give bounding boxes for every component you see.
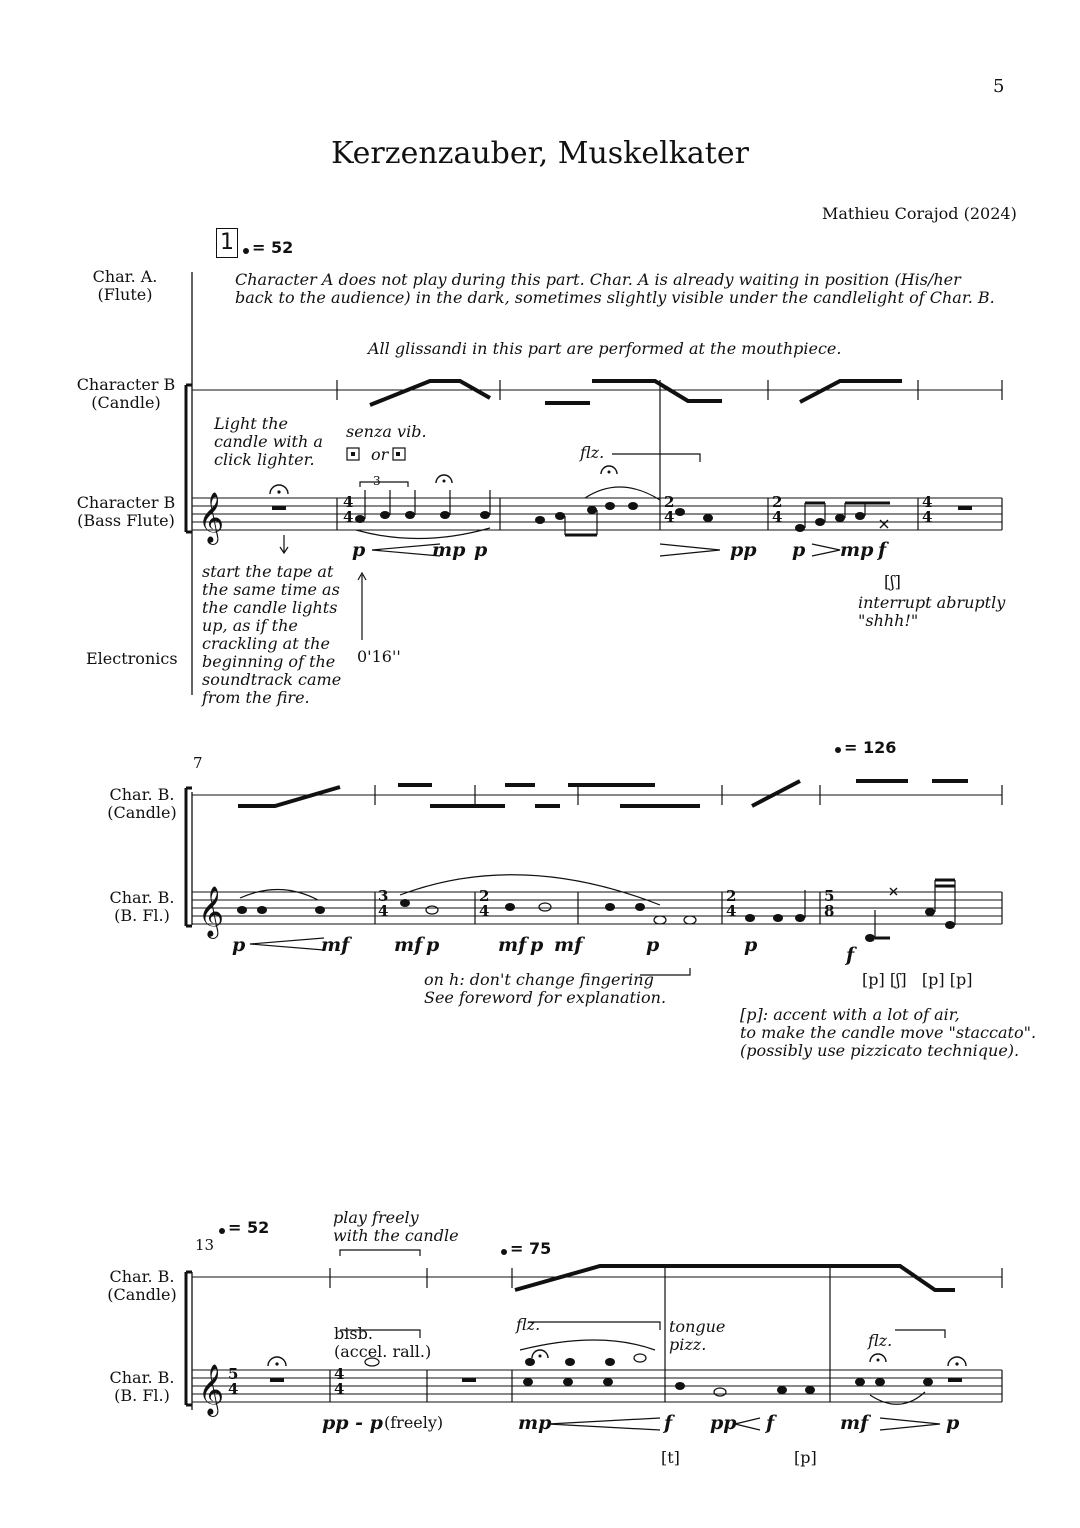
time-signature: 5 8 [824,887,835,920]
tempo-note-icon [835,747,841,753]
time-signature: 5 4 [228,1365,239,1398]
time-signature: 4 4 [334,1365,345,1398]
time-signature: 2 4 [664,493,675,526]
time-signature: 2 4 [479,887,490,920]
light-candle-note: Light the candle with a click lighter. [214,414,323,469]
dynamic: mp [432,539,466,561]
dynamic: pp - p [322,1412,383,1434]
page-number: 5 [993,76,1005,97]
bracket-sh: [ʃ] [884,572,901,591]
system1-notes-m3 [535,454,720,556]
dynamic: p [530,934,544,956]
measure-number: 7 [193,754,203,772]
flz-text: flz. [516,1315,541,1334]
dynamic: p [474,539,488,561]
label-candle: Character B (Candle) [76,375,176,412]
dynamic: pp [710,1412,737,1434]
tempo-note-icon [501,1249,507,1255]
dynamic: p [792,539,806,561]
dynamic: f [664,1412,673,1434]
flz-text: flz. [580,443,605,462]
dynamic: f [846,944,855,966]
treble-clef-2: 𝄞 [198,886,225,937]
dynamic: p [352,539,366,561]
label-candle: Char. B. (Candle) [107,785,177,822]
dynamic: mf [394,934,423,956]
measure-number: 13 [195,1236,215,1254]
time-signature: 2 4 [772,493,783,526]
dynamic: pp [730,539,757,561]
dynamic: p [946,1412,960,1434]
system2-candle-gestures [238,781,968,806]
system1-notes-m2 [347,445,490,556]
or-text: or [371,445,389,464]
system1-candle-gestures [370,381,902,405]
freely-text: (freely) [384,1413,444,1432]
dynamic: mf [321,934,350,956]
label-electronics: Electronics [86,649,178,668]
dynamic: mf [554,934,583,956]
dynamic: mp [518,1412,552,1434]
time-mark: 0'16'' [357,647,401,666]
page-title: Kerzenzauber, Muskelkater [331,136,749,171]
tempo-marking: = 52 [252,238,294,257]
time-signature: 4 4 [343,493,354,526]
label-flute: Char. A. (Flute) [92,267,158,304]
label-bassfl: Character B (Bass Flute) [76,493,176,530]
tempo-note-icon [243,248,249,254]
interrupt-note: interrupt abruptly "shhh!" [858,593,1006,630]
glissandi-note: All glissandi in this part are performed at the mouthpiece. [368,339,842,358]
time-signature: 4 4 [922,493,933,526]
dynamic: p [232,934,246,956]
label-bassfl: Char. B. (B. Fl.) [109,888,175,925]
dynamic: f [878,539,887,561]
composer: Mathieu Corajod (2024) [822,204,1017,223]
bracket-t: [t] [661,1448,680,1467]
tempo-marking: = 126 [844,738,897,757]
system2-bassfl-staff [192,892,1002,924]
tape-note: start the tape at the same time as the candle lights up, as if the crackling at the beginning of the soundtrack came from the fire. [202,562,342,707]
dynamic: p [646,934,660,956]
bracket-p: [p] [794,1448,817,1467]
flz-text: flz. [868,1331,893,1350]
dynamic: p [744,934,758,956]
system3-bassfl-staff [192,1370,1002,1402]
bracket-accents: [p] [ʃ] [p] [p] [862,970,973,989]
dynamic: p [426,934,440,956]
dynamic: mf [840,1412,869,1434]
dynamic: mp [840,539,874,561]
time-signature: 3 4 [378,887,389,920]
bisb-note: bisb. (accel. rall.) [334,1324,432,1361]
treble-clef-3: 𝄞 [198,1364,225,1415]
play-freely-note: play freely with the candle [333,1208,459,1245]
tempo-note-icon [219,1228,225,1234]
tongue-pizz-note: tongue pizz. [669,1317,726,1354]
dynamic: f [766,1412,775,1434]
dynamic: mf [498,934,527,956]
rehearsal-mark: 1 [216,228,238,258]
senza-vib: senza vib. [346,422,427,441]
tempo-marking: = 52 [228,1218,270,1237]
flute-instruction: Character A does not play during this part. Char. A is already waiting in position (His/her back to the audience) in the dark, sometimes slightly visible under the candlelight of Char. B. [235,270,995,307]
tuplet-number: 3 [373,474,381,488]
h-fingering-note: on h: don't change fingering See foreword for explanation. [424,970,667,1007]
label-candle: Char. B. (Candle) [107,1267,177,1304]
tempo-marking: = 75 [510,1239,552,1258]
system3-candle-gesture [515,1266,955,1290]
treble-clef-1: 𝄞 [198,492,225,543]
p-accent-note: [p]: accent with a lot of air, to make the candle move "staccato". (possibly use pizzicato technique). [740,1005,1037,1060]
time-signature: 2 4 [726,887,737,920]
label-bassfl: Char. B. (B. Fl.) [109,1368,175,1405]
